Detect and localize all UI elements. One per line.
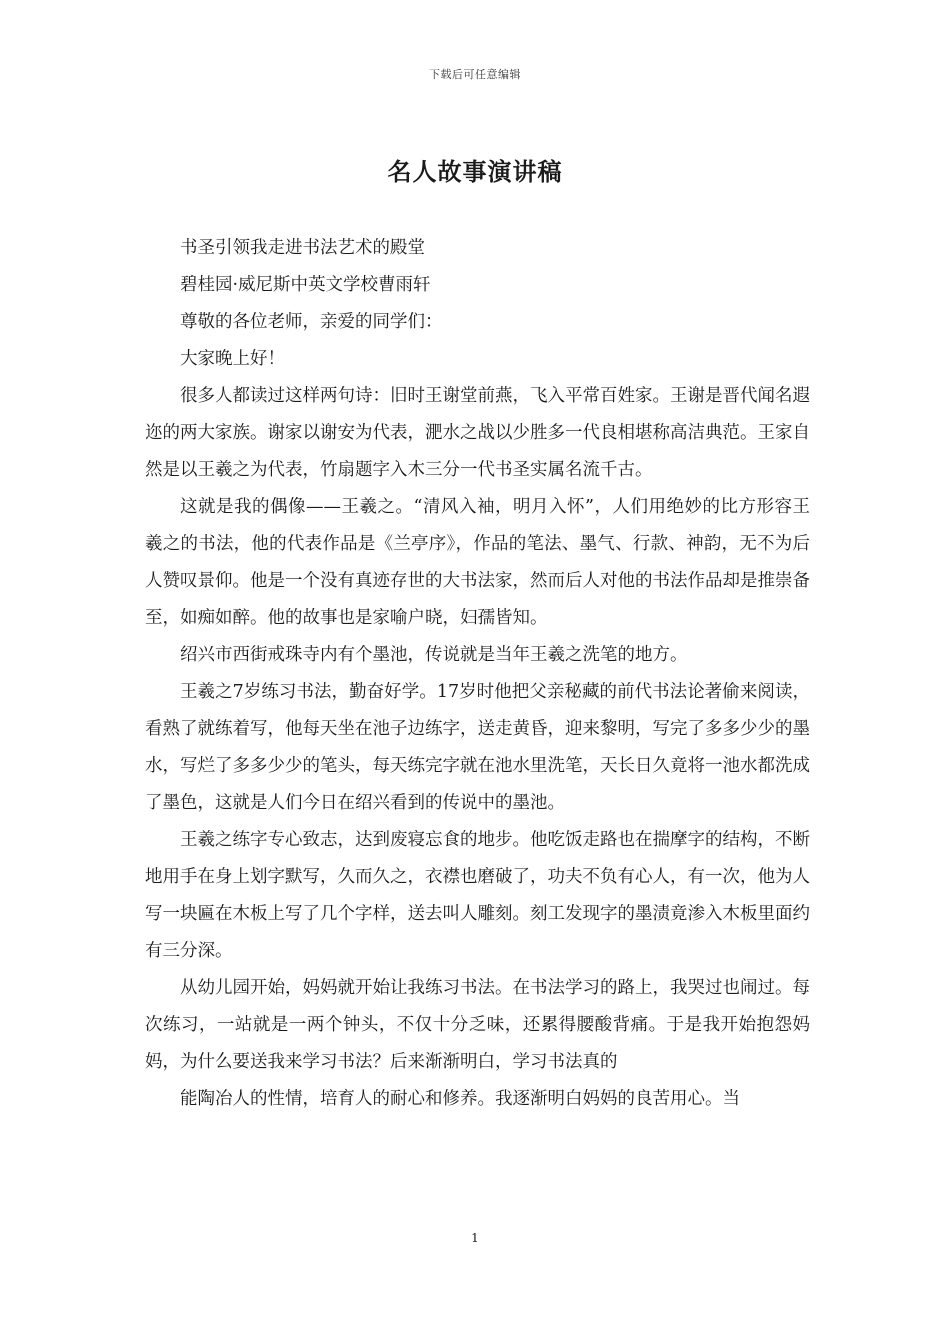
speech-subtitle: 书圣引领我走进书法艺术的殿堂	[180, 238, 425, 258]
page-number: 1	[471, 1231, 479, 1245]
document-body	[145, 230, 810, 1118]
paragraph: 能陶冶人的性情，培育人的耐心和修养。我逐渐明白妈妈的良苦用心。当	[180, 1089, 740, 1109]
salutation: 尊敬的各位老师，亲爱的同学们：	[180, 312, 443, 332]
paragraph: 绍兴市西街戒珠寺内有个墨池，传说就是当年王羲之洗笔的地方。	[180, 645, 688, 665]
header-note: 下载后可任意编辑	[429, 68, 521, 81]
author-line: 碧桂园·威尼斯中英文学校曹雨轩	[180, 275, 431, 295]
paragraph: 这就是我的偶像——王羲之。“清风入袖，明月入怀”，人们用绝妙的比方形容王羲之的书法，他的代表作品是《兰亭序》，作品的笔法、墨气、行款、神韵，无不为后人赞叹景仰。他是一个没有真迹存世的大书法家，然而后人对他的书法作品却是推崇备至，如痴如醉。他的故事也是家喻户晓，妇孺皆知。	[145, 497, 810, 628]
paragraph: 王羲之练字专心致志，达到废寝忘食的地步。他吃饭走路也在揣摩字的结构，不断地用手在身上划字默写，久而久之，衣襟也磨破了，功夫不负有心人，有一次，他为人写一块匾在木板上写了几个字样，送去叫人雕刻。刻工发现字的墨渍竟渗入木板里面约有三分深。	[145, 830, 810, 961]
document-title: 名人故事演讲稿	[387, 157, 563, 186]
paragraph: 很多人都读过这样两句诗：旧时王谢堂前燕，飞入平常百姓家。王谢是晋代闻名遐迩的两大家族。谢家以谢安为代表，淝水之战以少胜多一代良相堪称高洁典范。王家自然是以王羲之为代表，竹扇题字入木三分一代书圣实属名流千古。	[145, 386, 810, 480]
paragraph: 王羲之7岁练习书法，勤奋好学。17岁时他把父亲秘藏的前代书法论著偷来阅读，看熟了就练着写，他每天坐在池子边练字，送走黄昏，迎来黎明，写完了多多少少的墨水，写烂了多多少少的笔头，每天练完字就在池水里洗笔，天长日久竟将一池水都洗成了墨色，这就是人们今日在绍兴看到的传说中的墨池。	[145, 682, 810, 813]
paragraph: 从幼儿园开始，妈妈就开始让我练习书法。在书法学习的路上，我哭过也闹过。每次练习，一站就是一两个钟头，不仅十分乏味，还累得腰酸背痛。于是我开始抱怨妈妈，为什么要送我来学习书法？后来渐渐明白，学习书法真的	[145, 978, 810, 1072]
greeting: 大家晚上好！	[180, 349, 285, 369]
